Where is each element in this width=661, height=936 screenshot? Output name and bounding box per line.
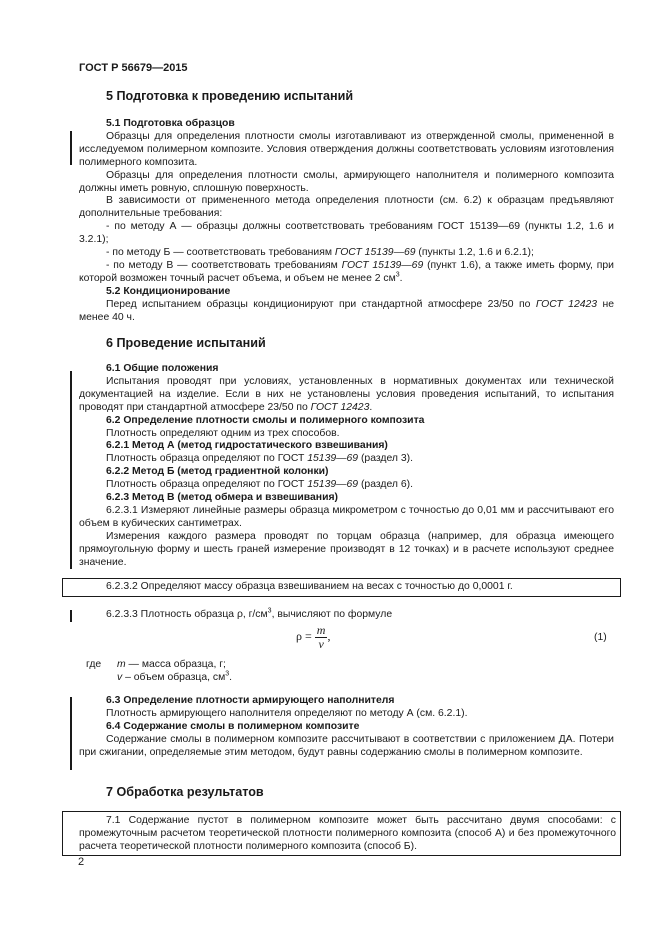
section-5-title: 5 Подготовка к проведению испытаний bbox=[106, 89, 354, 103]
paragraph: Плотность образца определяют по ГОСТ 15139—69 (раздел 3). bbox=[106, 453, 413, 465]
formula-denominator: v bbox=[318, 636, 324, 651]
paragraph: Образцы для определения плотности смолы, армирующего наполнителя и полимерного композита должны иметь ровную, сплошную поверхность. bbox=[79, 169, 614, 194]
paragraph: Плотность армирующего наполнителя определяют по методу А (см. 6.2.1). bbox=[106, 707, 468, 719]
subsection-5-2-title: 5.2 Кондиционирование bbox=[106, 285, 231, 297]
subsection-6-2-title: 6.2 Определение плотности смолы и полимерного композита bbox=[106, 414, 425, 426]
list-item-method-v: - по методу В — соответствовать требованиям ГОСТ 15139—69 (пункт 1.6), а также иметь форму, при которой возможен точный расчет объема, и объем не менее 2 $см^3$. bbox=[79, 259, 614, 284]
list-item-method-a: - по методу А — образцы должны соответствовать требованиям ГОСТ 15139—69 (пункты 1.2, 1.6 и 3.2.1); bbox=[79, 221, 614, 246]
boxed-paragraph: 6.2.3.2 Определяют массу образца взвешиванием на весах с точностью до 0,0001 г. bbox=[62, 578, 621, 597]
paragraph: В зависимости от примененного метода определения плотности (см. 6.2) к образцам предъявляют дополнительные требования: bbox=[79, 195, 614, 220]
section-6-title: 6 Проведение испытаний bbox=[106, 336, 266, 350]
formula-intro: 6.2.3.3 Плотность образца ρ, $г/см^3$, вычисляют по формуле bbox=[106, 607, 393, 620]
where-label: где bbox=[86, 659, 102, 670]
paragraph: Плотность определяют одним из трех способов. bbox=[106, 427, 340, 439]
formula-fraction bbox=[315, 624, 328, 651]
standard-reference: ГОСТ 12423 bbox=[310, 401, 370, 413]
formula-number: (1) bbox=[594, 632, 607, 643]
paragraph: Испытания проводят при условиях, установленных в нормативных документах или технической документацией на изделие. Если в них не установлены условия проведения испытаний, то испытания проводят при стандартной атмосфере 23/50 по ГОСТ 12423. bbox=[79, 375, 614, 413]
paragraph: Перед испытанием образцы кондиционируют при стандартной атмосфере 23/50 по ГОСТ 12423 не менее 40 ч. bbox=[79, 298, 615, 323]
list-item-method-b: - по методу Б — соответствовать требованиям ГОСТ 15139—69 (пункты 1.2, 1.6 и 6.2.1); bbox=[106, 247, 534, 259]
standard-reference: ГОСТ 15139—69 bbox=[334, 247, 416, 259]
page-number: 2 bbox=[78, 856, 85, 868]
subsection-6-2-1-title: 6.2.1 Метод А (метод гидростатического взвешивания) bbox=[106, 440, 388, 452]
standard-reference: 15139—69 bbox=[307, 453, 359, 465]
document-header: ГОСТ Р 56679—2015 bbox=[79, 62, 188, 74]
section-7-title: 7 Обработка результатов bbox=[106, 785, 264, 799]
paragraph: 6.2.3.1 Измеряют линейные размеры образца микрометром с точностью до 0,01 мм и рассчитывают его объем в кубических сантиметрах. bbox=[79, 504, 614, 529]
formula-numerator: m bbox=[316, 623, 326, 637]
subsection-5-1-title: 5.1 Подготовка образцов bbox=[106, 118, 235, 129]
paragraph: Образцы для определения плотности смолы изготавливают из отвержденной смолы, примененной в исследуемом полимерном композите. Условия отверждения должны соответствовать условиям изготовления полимерного композита. bbox=[79, 130, 614, 168]
change-bar bbox=[70, 610, 72, 622]
section-5-body bbox=[79, 118, 614, 325]
subsection-6-4-title: 6.4 Содержание смолы в полимерном композите bbox=[106, 720, 360, 732]
change-bar bbox=[70, 131, 72, 165]
standard-reference: 15139—69 bbox=[307, 479, 359, 491]
paragraph: Плотность образца определяют по ГОСТ 15139—69 (раздел 6). bbox=[106, 479, 413, 491]
density-formula: ρ = $\frac{m}{v}$ , bbox=[296, 623, 331, 651]
subsection-6-2-2-title: 6.2.2 Метод Б (метод градиентной колонки) bbox=[106, 466, 329, 478]
change-bar bbox=[70, 371, 72, 569]
standard-reference: ГОСТ 12423 bbox=[535, 298, 598, 310]
change-bar bbox=[70, 697, 72, 770]
subsection-6-1-title: 6.1 Общие положения bbox=[106, 363, 219, 374]
paragraph: Содержание смолы в полимерном композите рассчитывают в соответствии с приложением ДА. Потери при сжигании, определяемые этим методом, будут равны содержанию смолы в полимерном композите. bbox=[79, 733, 614, 758]
formula-lhs: ρ = bbox=[296, 629, 312, 644]
paragraph: Измерения каждого размера проводят по торцам образца (например, для образца имеющего прямоугольную форму и шесть граней измерение производят в 12 точках) и в расчете используют среднее значение. bbox=[79, 530, 614, 568]
section-6-body bbox=[79, 363, 614, 570]
where-m: m — масса образца, г; bbox=[117, 659, 226, 670]
section-6-tail bbox=[79, 695, 614, 760]
standard-reference: ГОСТ 15139—69 bbox=[341, 259, 424, 271]
where-v: v – объем образца, $см^3$. bbox=[117, 670, 233, 683]
subsection-6-2-3-title: 6.2.3 Метод В (метод обмера и взвешивания) bbox=[106, 492, 338, 504]
subsection-6-3-title: 6.3 Определение плотности армирующего наполнителя bbox=[106, 695, 395, 706]
boxed-paragraph: 7.1 Содержание пустот в полимерном композите может быть рассчитано двумя способами: с промежуточным расчетом теоретической плотности полимерного композита (способ А) и без промежуточного расчета теоретической плотности полимерного композита (способ Б). bbox=[62, 811, 621, 856]
